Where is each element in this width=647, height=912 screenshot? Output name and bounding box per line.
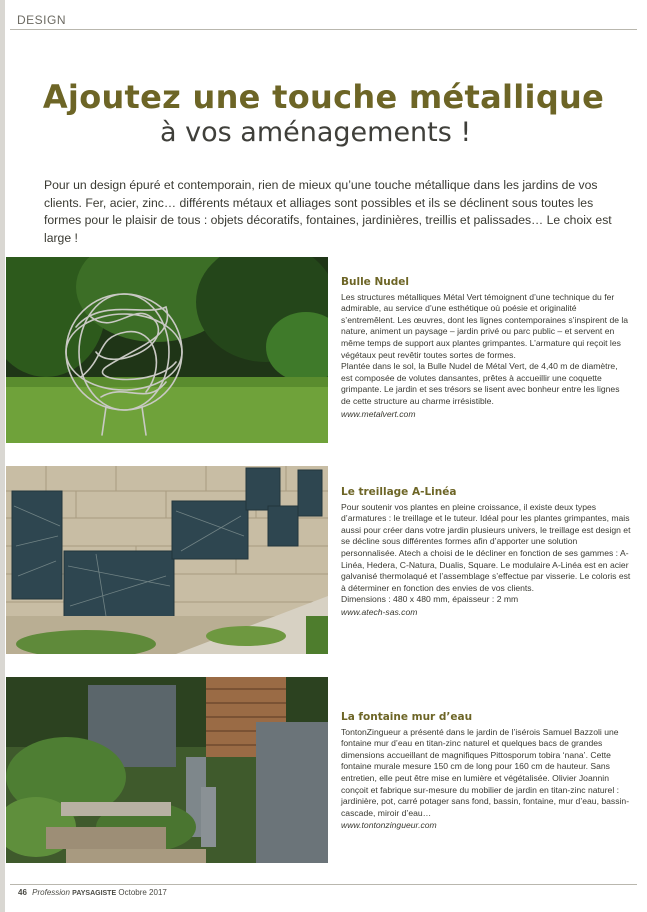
article-paragraph: Pour soutenir vos plantes en pleine croissance, il existe deux types d’armatures : le treillage et le tuteur. Idéal pour les plantes grimpantes, mais aussi pour créer dans votre jardin plusieurs univers, le treillage est design et se décline sous différentes formes afin d’apporter une solution personnalisée. Atech a choisi de le décliner en fonction de ses gammes : A-Linéa, Hedera, C-Natura, Dualis, Square. Le modulaire A-Linéa est en acier galvanisé thermolaqué et l’assemblage s’effectue par visserie. Le coloris est à déterminer en fonction des envies de vos clients. <box>341 501 631 593</box>
photo-bulle-nudel <box>6 257 328 443</box>
article-treillage <box>341 487 631 619</box>
article-heading: Bulle Nudel <box>341 276 409 288</box>
article-fontaine <box>341 712 631 832</box>
article-paragraph: Plantée dans le sol, la Bulle Nudel de Métal Vert, de 4,40 m de diamètre, est composée de volutes dansantes, prêtes à accueillir une coquette grimpante. Le jardin et ses trésors se lisent avec bonheur entre les lignes de cette structure au charme irrésistible. <box>341 361 620 406</box>
issue-date: Octobre 2017 <box>118 888 167 897</box>
header-rule <box>10 29 637 30</box>
section-tag: DESIGN <box>17 13 67 27</box>
article-bulle-nudel <box>341 277 631 420</box>
article-title: Ajoutez une touche métallique <box>42 78 605 116</box>
article-link[interactable]: www.metalvert.com <box>341 408 416 419</box>
article-paragraph: Les structures métalliques Métal Vert témoignent d’une technique du fer admirable, au service d’une esthétique où poésie et originalité s’entremêlent. Les œuvres, dont les lignes contemporaines s’inspirent de la nature, animent un paysage – jardin privé ou parc public – et servent en même temps de support aux plantes grimpantes. L’armature qui reçoit les végétaux peut revêtir toutes sortes de formes. <box>341 291 629 360</box>
photo-fontaine-mur-eau <box>6 677 328 863</box>
photo-treillage-alinea <box>6 466 328 654</box>
page-number: 46 <box>18 888 27 897</box>
article-subtitle: à vos aménagements ! <box>160 117 472 148</box>
footer-rule <box>10 884 637 885</box>
article-paragraph: TontonZingueur a présenté dans le jardin de l’isérois Samuel Bazzoli une fontaine mur d’eau en titan-zinc naturel et quelques bacs de grandes dimensions accueillant de magnifiques Pittosporum tobira ‘nana’. Cette fontaine murale mesure 150 cm de long pour 160 cm de hauteur. Sans entretien, elle peut être mise en lumière et végétalisée. Olivier Joannin conçoit et fabrique sur-mesure du mobilier de jardin en titan-zinc naturel : jardinière, pot, carré potager sans fond, bassin, fontaine, mur d’eau, bassin-cascade, miroir d’eau… <box>341 726 630 818</box>
magazine-brand: PAYSAGISTE <box>72 890 117 897</box>
page-edge <box>0 0 5 912</box>
magazine-name: Profession <box>32 888 70 897</box>
article-paragraph: Dimensions : 480 x 480 mm, épaisseur : 2 mm <box>341 594 519 605</box>
page-footer <box>18 888 167 897</box>
article-heading: Le treillage A-Linéa <box>341 486 457 498</box>
article-heading: La fontaine mur d’eau <box>341 711 473 723</box>
intro-paragraph: Pour un design épuré et contemporain, rien de mieux qu’une touche métallique dans les jardins de vos clients. Fer, acier, zinc… différents métaux et alliages sont possibles et ils se déclinent sous toutes les formes pour le plaisir de tous : objets décoratifs, fontaines, jardinières, treillis et palissades… Le choix est large ! <box>44 178 612 245</box>
article-link[interactable]: www.atech-sas.com <box>341 606 418 617</box>
article-link[interactable]: www.tontonzingueur.com <box>341 820 437 831</box>
